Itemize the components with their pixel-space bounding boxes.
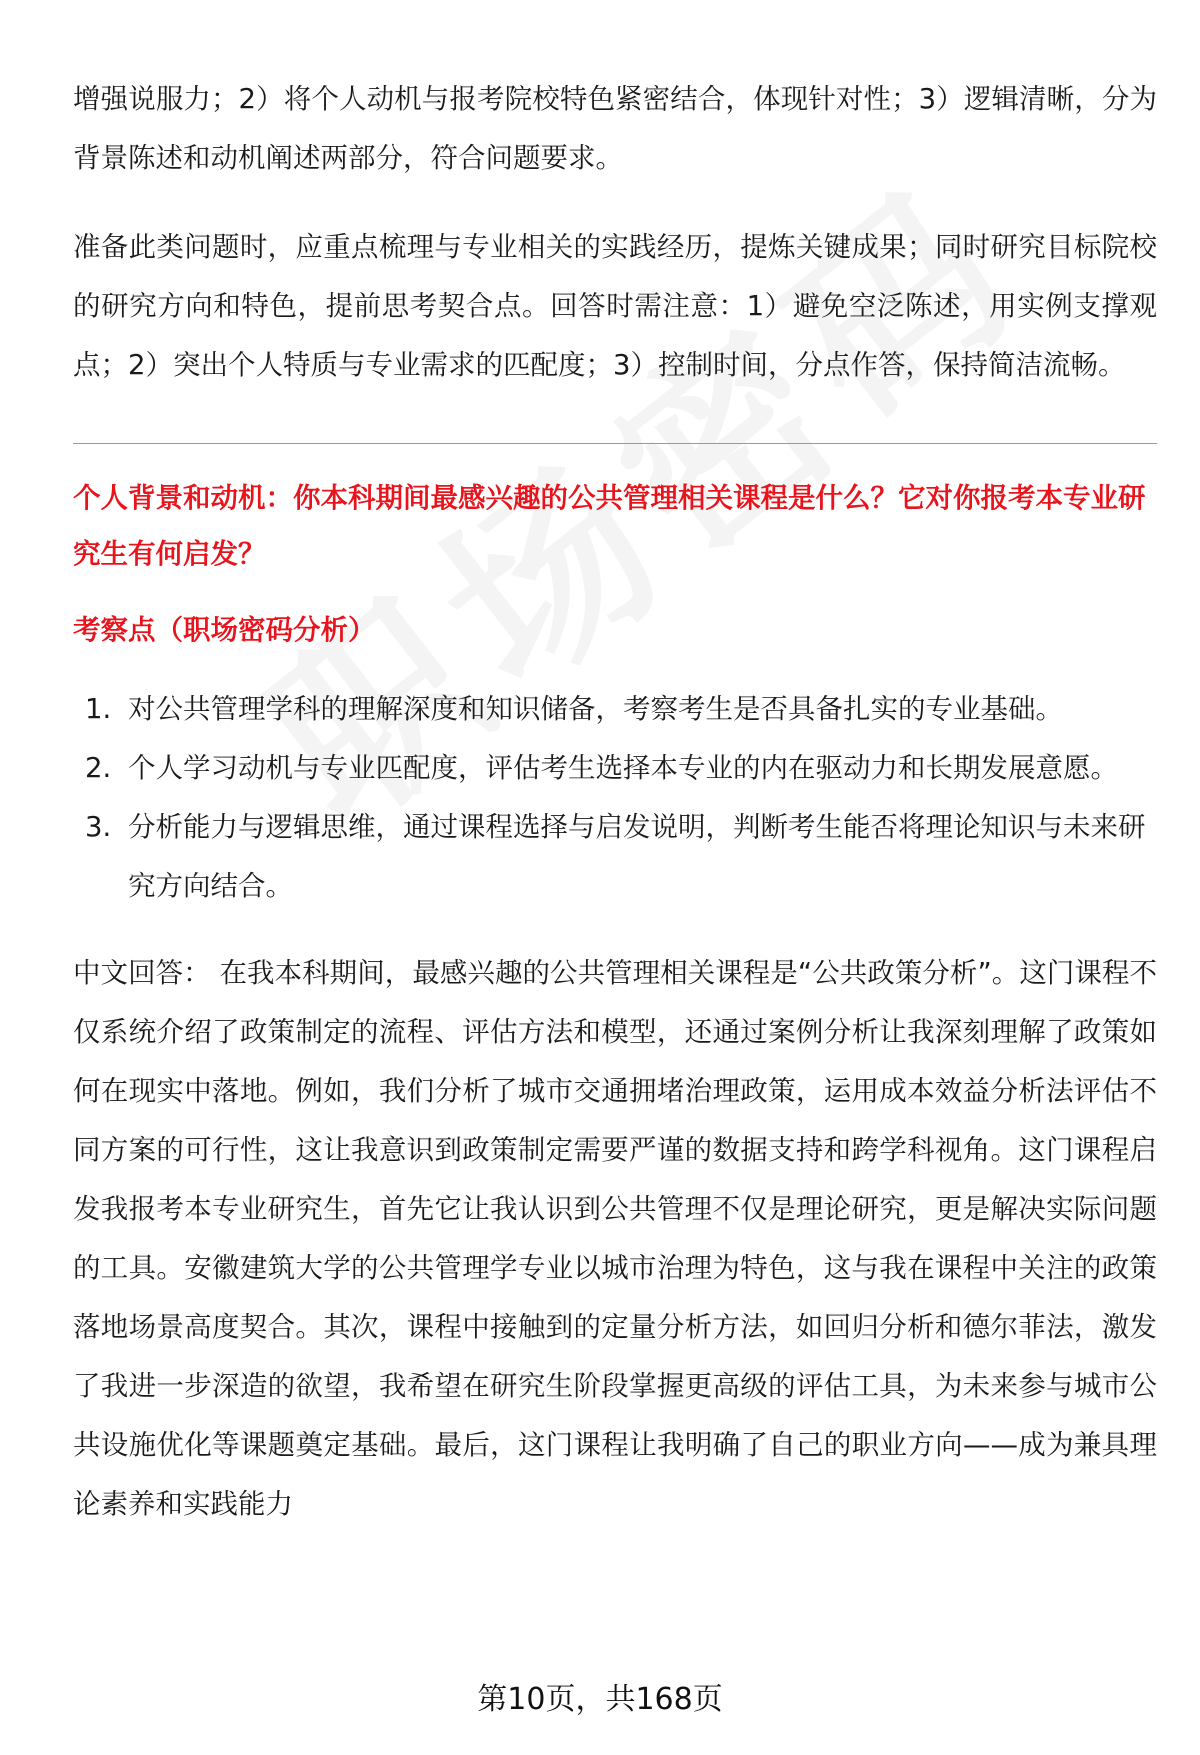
section-divider bbox=[73, 443, 1157, 444]
list-item-text: 对公共管理学科的理解深度和知识储备，考察考生是否具备扎实的专业基础。 bbox=[128, 693, 1063, 725]
list-item-number: 3. bbox=[85, 811, 112, 843]
list-item-text: 分析能力与逻辑思维，通过课程选择与启发说明，判断考生能否将理论知识与未来研究方向结合。 bbox=[128, 811, 1146, 902]
list-item-text: 个人学习动机与专业匹配度，评估考生选择本专业的内在驱动力和长期发展意愿。 bbox=[128, 752, 1118, 784]
page-number-footer: 第10页，共168页 bbox=[477, 1682, 723, 1717]
answer-paragraph: 中文回答： 在我本科期间，最感兴趣的公共管理相关课程是“公共政策分析”。这门课程不仅系统介绍了政策制定的流程、评估方法和模型，还通过案例分析让我深刻理解了政策如何在现实中落地。例如，我们分析了城市交通拥堵治理政策，运用成本效益分析法评估不同方案的可行性，这让我意识到政策制定需要严谨的数据支持和跨学科视角。这门课程启发我报考本专业研究生，首先它让我认识到公共管理不仅是理论研究，更是解决实际问题的工具。安徽建筑大学的公共管理学专业以城市治理为特色，这与我在课程中关注的政策落地场景高度契合。其次，课程中接触到的定量分析方法，如回归分析和德尔菲法，激发了我进一步深造的欲望，我希望在研究生阶段掌握更高级的评估工具，为未来参与城市公共设施优化等课题奠定基础。最后，这门课程让我明确了自己的职业方向——成为兼具理论素养和实践能力 bbox=[73, 957, 1157, 1520]
list-item bbox=[73, 798, 1157, 916]
list-item bbox=[73, 680, 1157, 739]
list-item-number: 2. bbox=[85, 752, 112, 784]
list-item bbox=[73, 739, 1157, 798]
points-list bbox=[73, 680, 1157, 916]
document-page bbox=[73, 70, 1157, 1534]
intro-paragraph-2: 准备此类问题时，应重点梳理与专业相关的实践经历，提炼关键成果；同时研究目标院校的研究方向和特色，提前思考契合点。回答时需注意：1）避免空泛陈述，用实例支撑观点；2）突出个人特质与专业需求的匹配度；3）控制时间，分点作答，保持简洁流畅。 bbox=[73, 231, 1157, 381]
points-heading: 考察点（职场密码分析） bbox=[73, 614, 376, 646]
intro-paragraph-1: 增强说服力；2）将个人动机与报考院校特色紧密结合，体现针对性；3）逻辑清晰，分为背景陈述和动机阐述两部分，符合问题要求。 bbox=[73, 83, 1157, 174]
list-item-number: 1. bbox=[85, 693, 112, 725]
question-heading: 个人背景和动机：你本科期间最感兴趣的公共管理相关课程是什么？它对你报考本专业研究生有何启发？ bbox=[73, 482, 1146, 570]
